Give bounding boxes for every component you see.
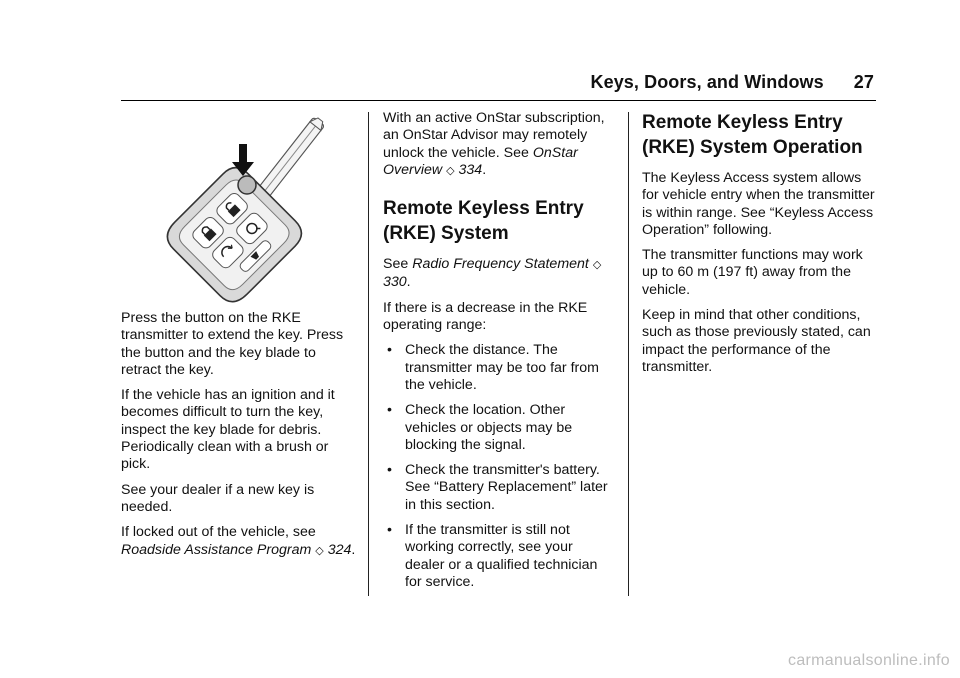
page-reference[interactable]: 330	[383, 274, 407, 291]
paragraph: See your dealer if a new key is needed.	[121, 481, 315, 515]
column-2	[383, 110, 615, 599]
paragraph: Keep in mind that other conditions, such as those previously stated, can impact the performance of the transmitter.	[642, 307, 871, 375]
list-item: • Check the distance. The transmitter may be too far from the vehicle.	[387, 342, 599, 393]
list-item: • If the transmitter is still not working correctly, see your dealer or a qualified technician for service.	[387, 522, 598, 590]
page-reference[interactable]: 334	[458, 161, 483, 178]
page-ref-icon: ◇	[446, 164, 455, 177]
column-divider	[368, 112, 369, 596]
paragraph: Press the button on the RKE transmitter to extend the key. Press the button and the key blade to retract the key.	[121, 310, 344, 378]
cross-reference-link[interactable]: Roadside Assistance Program	[121, 541, 312, 558]
column-divider	[628, 112, 629, 596]
header-rule	[121, 100, 876, 101]
section-title: Keys, Doors, and Windows	[590, 72, 824, 92]
column-1	[121, 310, 356, 568]
list-item: • Check the transmitter's battery. See “Battery Replacement” later in this section.	[387, 462, 608, 513]
paragraph: If the vehicle has an ignition and it becomes difficult to turn the key, inspect the key blade for debris. Periodically clean with a brush or pick.	[121, 387, 335, 473]
key-release-button-icon	[238, 176, 256, 194]
paragraph: If there is a decrease in the RKE operating range:	[383, 299, 588, 334]
cross-reference-link[interactable]: Radio Frequency Statement	[412, 256, 589, 273]
watermark: carmanualsonline.info	[788, 652, 950, 669]
list-item: • Check the location. Other vehicles or objects may be blocking the signal.	[387, 402, 573, 453]
page-number: 27	[853, 72, 874, 92]
paragraph: The transmitter functions may work up to 60 m (197 ft) away from the vehicle.	[642, 247, 863, 298]
running-header	[590, 72, 874, 93]
paragraph: See Radio Frequency Statement ◇ 330.	[383, 256, 602, 291]
column-3	[642, 110, 878, 384]
paragraph: With an active OnStar subscription, an OnStar Advisor may remotely unlock the vehicle. See OnStar Overview ◇ 334.	[383, 110, 605, 178]
key-fob-illustration	[138, 112, 348, 304]
page-reference[interactable]: 324	[327, 541, 352, 558]
section-heading: Remote Keyless Entry (RKE) System	[383, 198, 584, 245]
cross-reference-link[interactable]: OnStar Overview	[383, 144, 578, 178]
page-ref-icon: ◇	[592, 259, 602, 272]
paragraph: The Keyless Access system allows for vehicle entry when the transmitter is within range. See “Keyless Access Operation” following.	[642, 170, 875, 238]
page-ref-icon: ◇	[315, 544, 324, 557]
paragraph: If locked out of the vehicle, see Roadside Assistance Program ◇ 324.	[121, 524, 356, 558]
section-heading: Remote Keyless Entry (RKE) System Operation	[642, 112, 863, 158]
